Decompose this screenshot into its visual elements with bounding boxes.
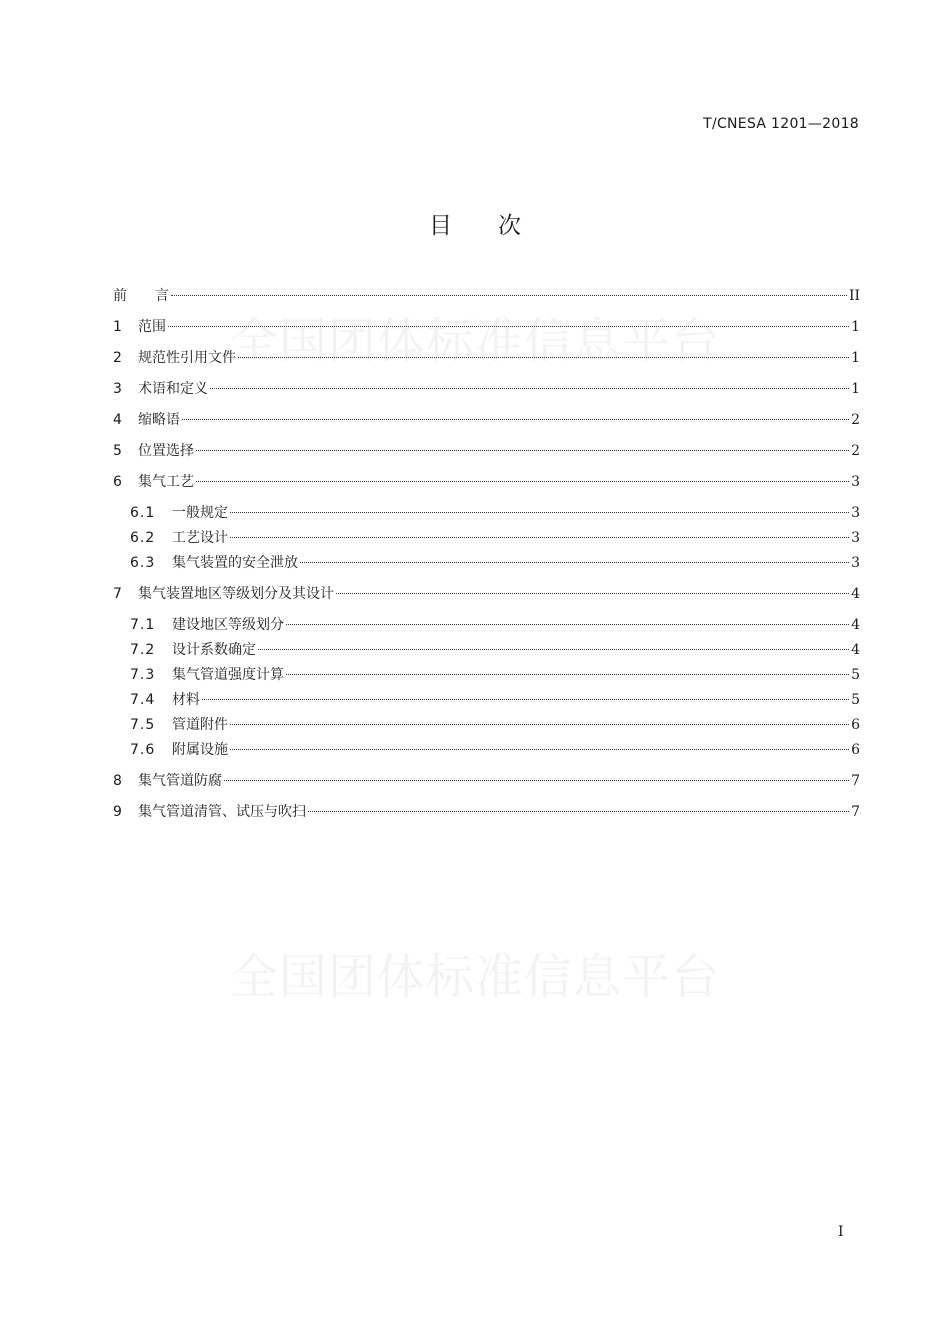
- dot-leader: [286, 674, 849, 675]
- dot-leader: [230, 512, 849, 513]
- toc-entry-label: 集气装置的安全泄放: [172, 555, 298, 571]
- dot-leader: [230, 724, 849, 725]
- dot-leader: [230, 749, 849, 750]
- dot-leader: [238, 357, 849, 358]
- dot-leader: [171, 295, 847, 296]
- toc-entry-page: 3: [851, 505, 860, 521]
- toc-entry[interactable]: [113, 690, 860, 710]
- toc-entry-number: 7: [113, 586, 122, 602]
- toc-entry[interactable]: [113, 286, 860, 306]
- toc-entry-number: 4: [113, 412, 122, 428]
- toc-entry-number: 1: [113, 319, 122, 335]
- toc-entry-number: 6.3: [130, 555, 156, 571]
- watermark: 全国团体标准信息平台: [229, 949, 720, 1005]
- toc-entry-number: 7.3: [130, 667, 156, 683]
- toc-entry-number: 6.2: [130, 530, 156, 546]
- dot-leader: [224, 780, 849, 781]
- toc-entry-page: 4: [851, 617, 860, 633]
- toc-entry-number: 9: [113, 804, 122, 820]
- toc-entry-number: 7.4: [130, 692, 156, 708]
- dot-leader: [258, 649, 849, 650]
- toc-entry-page: 6: [851, 742, 860, 758]
- toc-entry-number: 6.1: [130, 505, 156, 521]
- toc-entry-page: 3: [851, 555, 860, 571]
- toc-entry-label: 前 言: [113, 288, 169, 304]
- toc-entry[interactable]: [113, 715, 860, 735]
- toc-entry[interactable]: [113, 441, 860, 461]
- toc-entry[interactable]: [113, 503, 860, 523]
- toc-entry[interactable]: [113, 771, 860, 791]
- toc-entry[interactable]: [113, 553, 860, 573]
- toc-entry-label: 材料: [172, 692, 200, 708]
- toc-entry-label: 规范性引用文件: [138, 350, 236, 366]
- toc-entry-page: 4: [851, 642, 860, 658]
- toc-entry[interactable]: [113, 410, 860, 430]
- dot-leader: [196, 450, 849, 451]
- toc-entry[interactable]: [113, 640, 860, 660]
- toc-entry[interactable]: [113, 584, 860, 604]
- toc-entry-page: 1: [851, 319, 860, 335]
- toc-entry-page: 5: [851, 667, 860, 683]
- toc-entry-page: 5: [851, 692, 860, 708]
- toc-entry-number: 7.6: [130, 742, 156, 758]
- toc-entry-label: 集气工艺: [138, 474, 194, 490]
- toc-entry-page: 7: [851, 804, 860, 820]
- dot-leader: [202, 699, 849, 700]
- toc-entry[interactable]: [113, 665, 860, 685]
- toc-entry-page: 7: [851, 773, 860, 789]
- toc-entry-page: 2: [851, 443, 860, 459]
- toc-entry-label: 一般规定: [172, 505, 228, 521]
- toc-entry-label: 设计系数确定: [172, 642, 256, 658]
- standard-code: T/CNESA 1201—2018: [703, 116, 859, 132]
- toc-entry[interactable]: [113, 615, 860, 635]
- toc-entry-page: 3: [851, 474, 860, 490]
- dot-leader: [230, 537, 849, 538]
- watermark: 全国团体标准信息平台: [229, 313, 720, 369]
- dot-leader: [182, 419, 849, 420]
- toc-entry-label: 集气装置地区等级划分及其设计: [138, 586, 334, 602]
- toc-entry-number: 6: [113, 474, 122, 490]
- dot-leader: [286, 624, 849, 625]
- toc-entry-number: 8: [113, 773, 122, 789]
- toc-entry[interactable]: [113, 740, 860, 760]
- toc-entry-number: 3: [113, 381, 122, 397]
- page-title: 目 次: [429, 213, 521, 239]
- toc-entry-label: 工艺设计: [172, 530, 228, 546]
- toc-entry-page: 3: [851, 530, 860, 546]
- toc-entry-number: 7.2: [130, 642, 156, 658]
- toc-entry-number: 5: [113, 443, 122, 459]
- dot-leader: [308, 811, 849, 812]
- toc-entry-number: 7.5: [130, 717, 156, 733]
- toc-entry[interactable]: [113, 379, 860, 399]
- toc-entry-label: 范围: [138, 319, 166, 335]
- toc-entry-number: 2: [113, 350, 122, 366]
- dot-leader: [196, 481, 849, 482]
- toc-entry-label: 位置选择: [138, 443, 194, 459]
- page-number: I: [838, 1224, 844, 1240]
- toc-entry-label: 集气管道防腐: [138, 773, 222, 789]
- toc-entry-page: 6: [851, 717, 860, 733]
- toc-entry-label: 管道附件: [172, 717, 228, 733]
- toc-entry[interactable]: [113, 802, 860, 822]
- dot-leader: [336, 593, 849, 594]
- toc-entry-page: 2: [851, 412, 860, 428]
- toc-entry-page: 4: [851, 586, 860, 602]
- toc-entry-number: 7.1: [130, 617, 156, 633]
- toc-entry-label: 集气管道清管、试压与吹扫: [138, 804, 306, 820]
- dot-leader: [210, 388, 849, 389]
- toc-entry-page: 1: [851, 381, 860, 397]
- toc-entry[interactable]: [113, 528, 860, 548]
- toc-entry[interactable]: [113, 472, 860, 492]
- dot-leader: [168, 326, 849, 327]
- toc-entry[interactable]: [113, 317, 860, 337]
- toc-entry-label: 术语和定义: [138, 381, 208, 397]
- toc-entry-label: 附属设施: [172, 742, 228, 758]
- toc-entry[interactable]: [113, 348, 860, 368]
- toc-entry-label: 建设地区等级划分: [172, 617, 284, 633]
- toc-entry-page: II: [848, 288, 860, 304]
- dot-leader: [300, 562, 849, 563]
- toc-entry-label: 缩略语: [138, 412, 180, 428]
- toc-entry-label: 集气管道强度计算: [172, 667, 284, 683]
- toc-entry-page: 1: [851, 350, 860, 366]
